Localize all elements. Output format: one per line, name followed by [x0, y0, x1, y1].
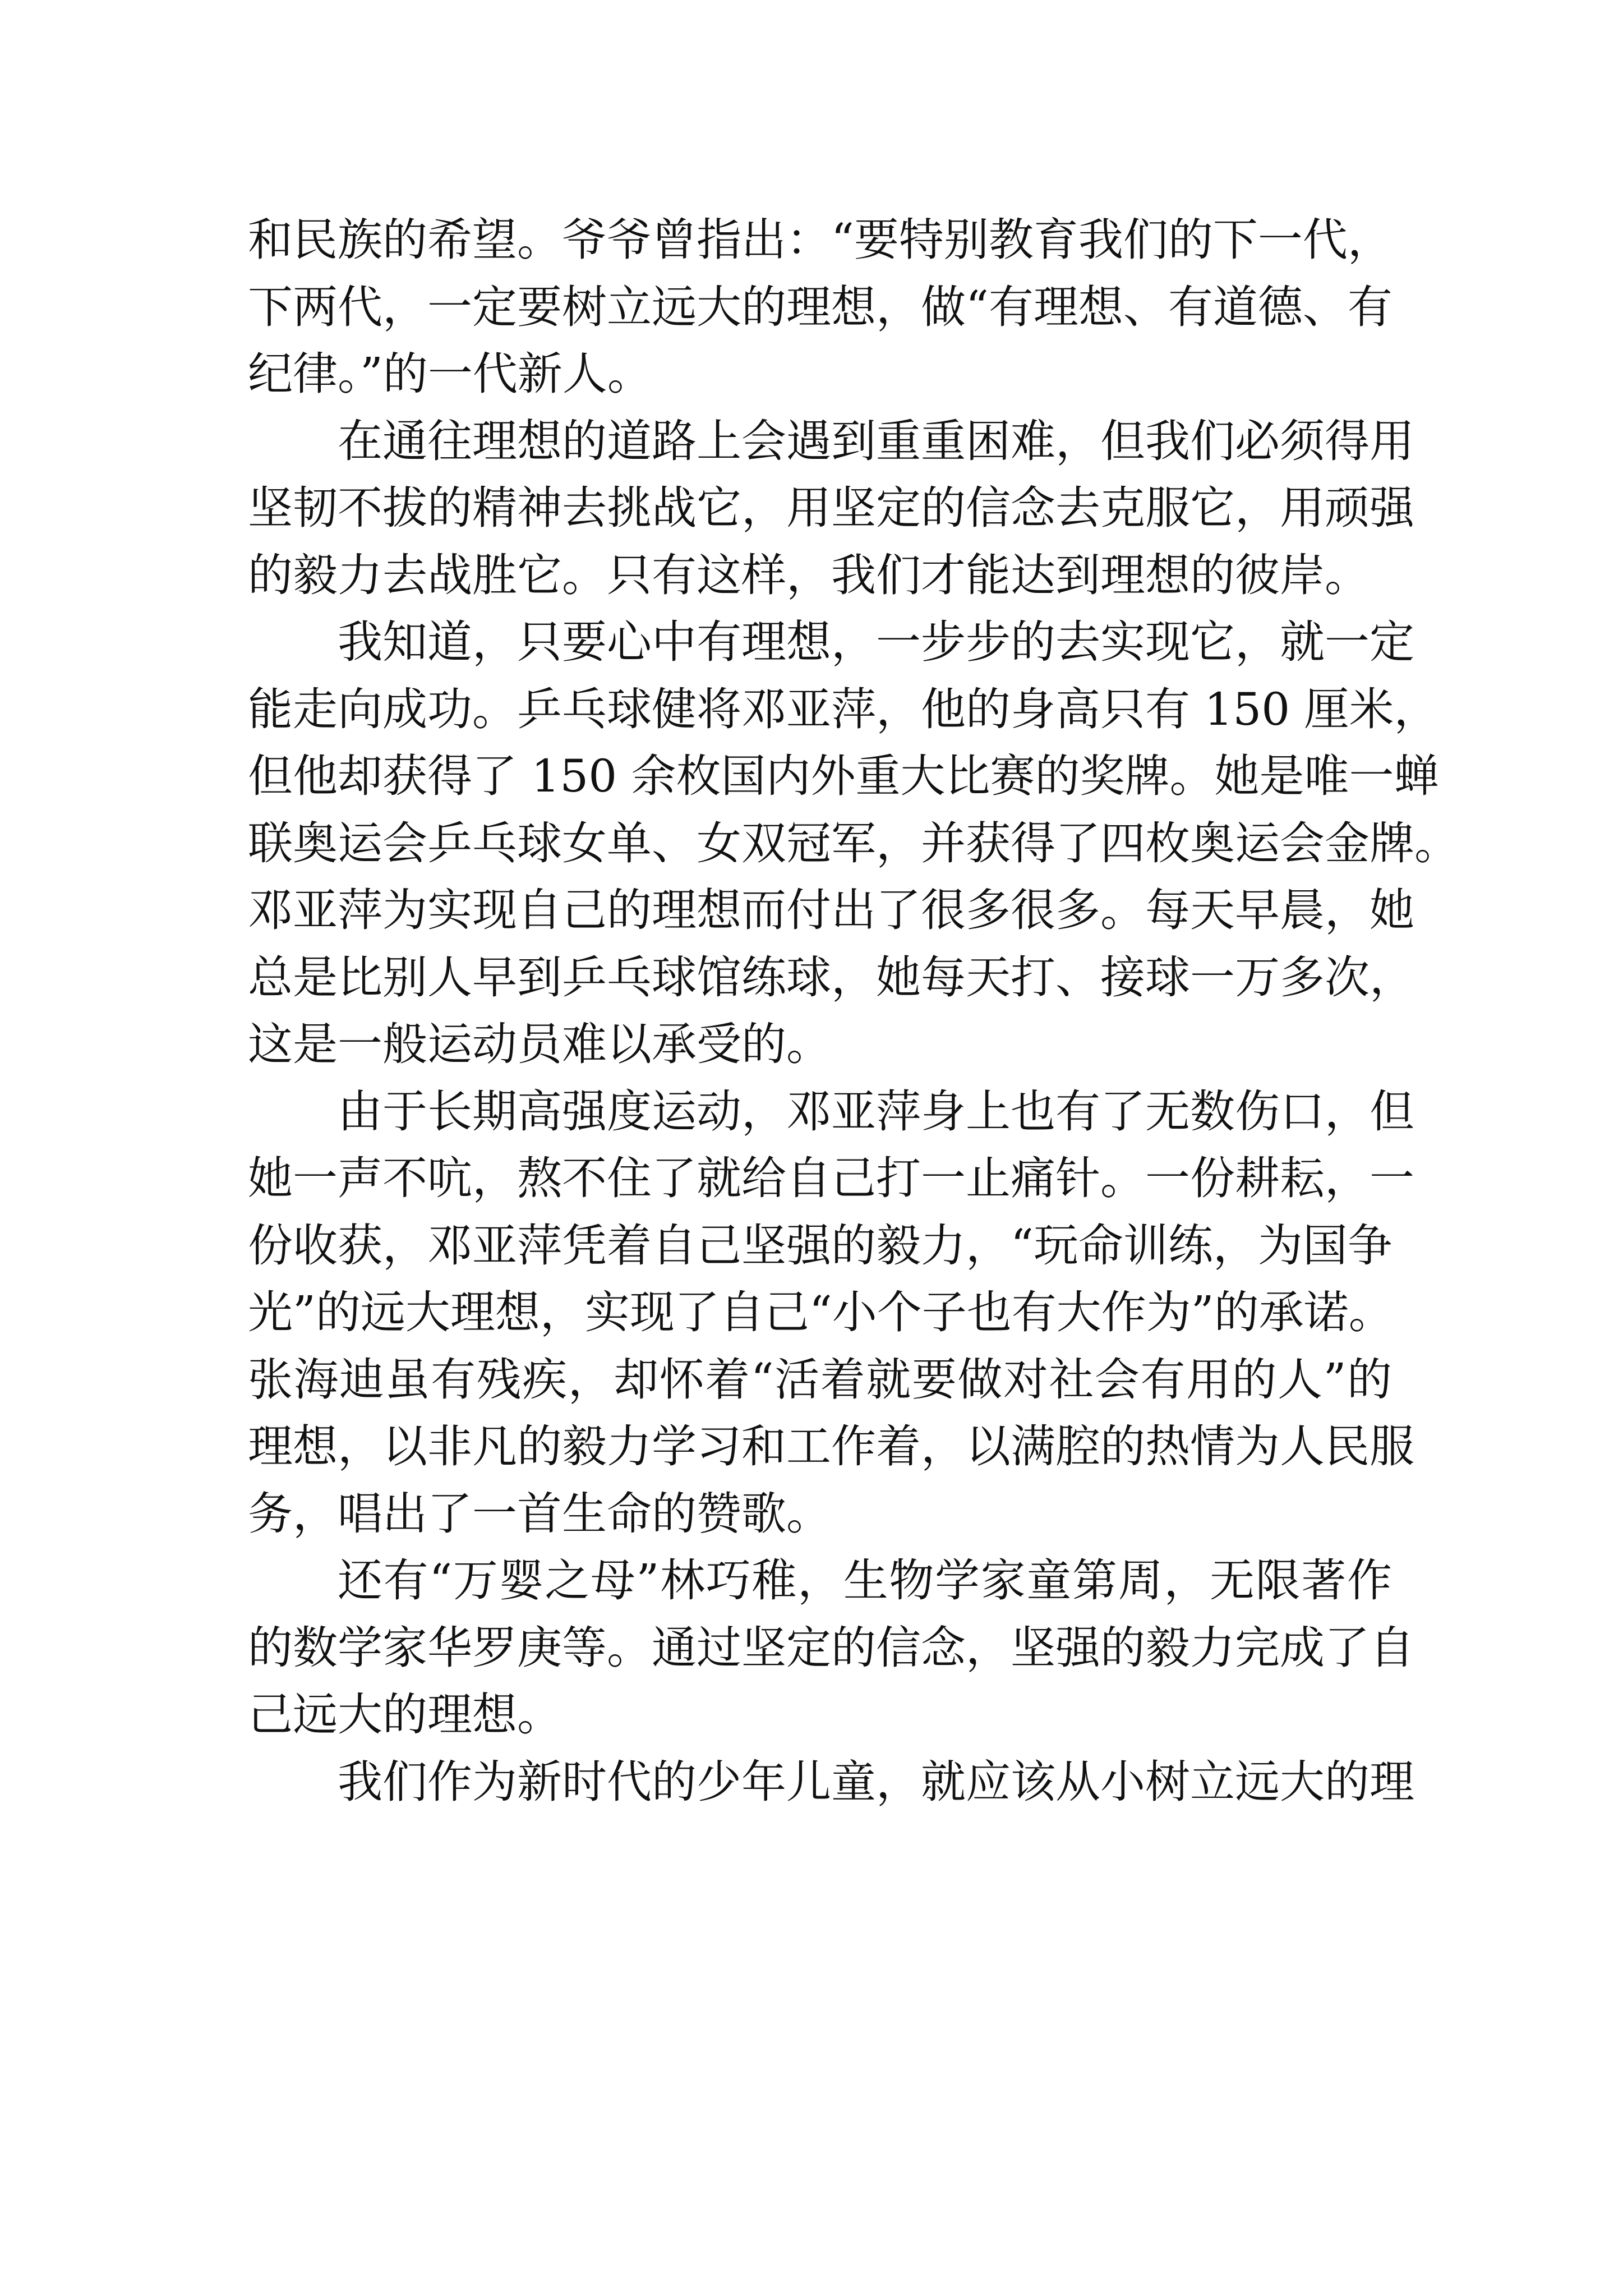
- text-line: 的数学家华罗庚等。通过坚定的信念，坚强的毅力完成了自: [248, 1621, 1414, 1674]
- text-line: 邓亚萍为实现自己的理想而付出了很多很多。每天早晨，她: [248, 884, 1414, 936]
- text-line: 这是一般运动员难以承受的。: [248, 1018, 831, 1070]
- text-line: 她一声不吭，熬不住了就给自己打一止痛针。一份耕耘，一: [248, 1152, 1414, 1204]
- text-line: 由于长期高强度运动，邓亚萍身上也有了无数伤口，但: [338, 1085, 1414, 1138]
- text-line: 张海迪虽有残疾，却怀着“活着就要做对社会有用的人”的: [248, 1353, 1392, 1406]
- text-line: 的毅力去战胜它。只有这样，我们才能达到理想的彼岸。: [248, 549, 1370, 601]
- text-line: 总是比别人早到乒乓球馆练球，她每天打、接球一万多次，: [248, 951, 1414, 1004]
- paragraph-6: [248, 1749, 1414, 1816]
- paragraph-1: [248, 206, 1392, 408]
- paragraph-2: [248, 408, 1414, 609]
- paragraph-4: [248, 1078, 1414, 1548]
- text-line: 还有“万婴之母”林巧稚，生物学家童第周，无限著作: [338, 1554, 1392, 1607]
- text-line: 份收获，邓亚萍凭着自己坚强的毅力，“玩命训练，为国争: [248, 1219, 1393, 1272]
- text-line: 我们作为新时代的少年儿童，就应该从小树立远大的理: [338, 1755, 1414, 1808]
- text-line: 坚韧不拔的精神去挑战它，用坚定的信念去克服它，用顽强: [248, 482, 1414, 534]
- paragraph-5: [248, 1547, 1414, 1749]
- text-line: 下两代，一定要树立远大的理想，做“有理想、有道德、有: [248, 280, 1393, 333]
- text-line: 能走向成功。乒乓球健将邓亚萍，他的身高只有 150 厘米，: [248, 683, 1439, 735]
- text-line: 和民族的希望。爷爷曾指出：“要特别教育我们的下一代，: [248, 214, 1393, 266]
- text-line: 己远大的理想。: [248, 1688, 562, 1741]
- text-line: 光”的远大理想，实现了自己“小个子也有大作为”的承诺。: [248, 1286, 1394, 1338]
- text-line: 纪律。”的一代新人。: [248, 348, 652, 400]
- text-line: 在通往理想的道路上会遇到重重困难，但我们必须得用: [338, 415, 1414, 467]
- text-line: 联奥运会乒乓球女单、女双冠军，并获得了四枚奥运会金牌。: [248, 817, 1459, 869]
- text-line: 务，唱出了一首生命的赞歌。: [248, 1487, 831, 1540]
- text-line: 但他却获得了 150 余枚国内外重大比赛的奖牌。她是唯一蝉: [248, 750, 1439, 802]
- text-line: 我知道，只要心中有理想，一步步的去实现它，就一定: [338, 616, 1414, 668]
- document-body: [248, 206, 1459, 1815]
- paragraph-3: [248, 609, 1459, 1078]
- text-line: 理想，以非凡的毅力学习和工作着，以满腔的热情为人民服: [248, 1420, 1414, 1473]
